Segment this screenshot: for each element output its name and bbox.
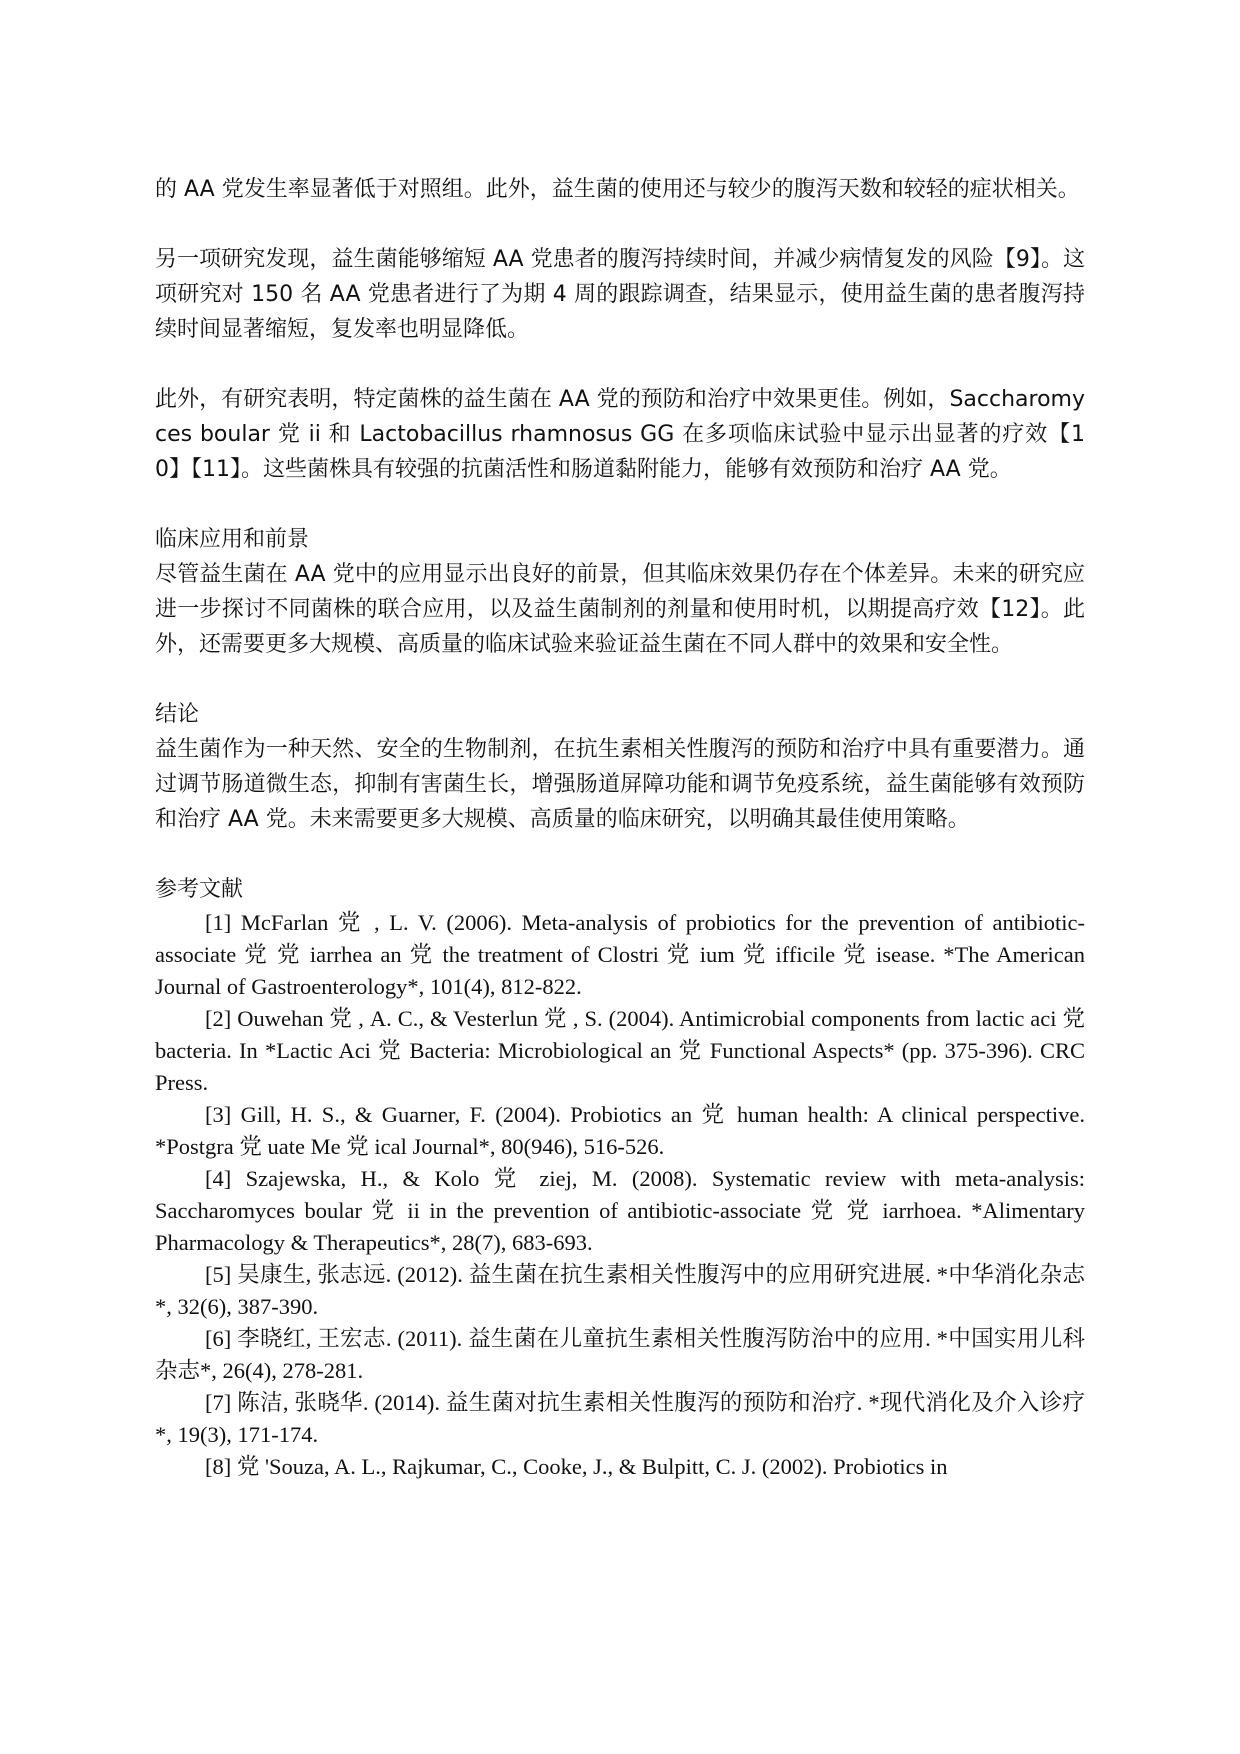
reference-item: [5] 吴康生, 张志远. (2012). 益生菌在抗生素相关性腹泻中的应用研究进展. *中华消化杂志*, 32(6), 387-390.: [155, 1262, 1085, 1319]
paragraph-gap: [155, 662, 1085, 697]
paragraph-gap: [155, 487, 1085, 522]
section-body-conclusion: 益生菌作为一种天然、安全的生物制剂，在抗生素相关性腹泻的预防和治疗中具有重要潜力。通过调节肠道微生态，抑制有害菌生长，增强肠道屏障功能和调节免疫系统，益生菌能够有效预防和治疗 AA 党。未来需要更多大规模、高质量的临床研究，以明确其最佳使用策略。: [155, 737, 1085, 832]
body-paragraph: 另一项研究发现，益生菌能够缩短 AA 党患者的腹泻持续时间，并减少病情复发的风险【9】。这项研究对 150 名 AA 党患者进行了为期 4 周的跟踪调查，结果显示，使用益生菌的患者腹泻持续时间显著缩短，复发率也明显降低。: [155, 247, 1085, 342]
paragraph-gap: [155, 207, 1085, 242]
body-paragraph: 此外，有研究表明，特定菌株的益生菌在 AA 党的预防和治疗中效果更佳。例如，Saccharomyces boular 党 ii 和 Lactobacillus rhamnosus GG 在多项临床试验中显示出显著的疗效【10】【11】。这些菌株具有较强的抗菌活性和肠道黏附能力，能够有效预防和治疗 AA 党。: [155, 387, 1085, 482]
reference-item: [7] 陈洁, 张晓华. (2014). 益生菌对抗生素相关性腹泻的预防和治疗. *现代消化及介入诊疗*, 19(3), 171-174.: [155, 1390, 1085, 1447]
document-content: [155, 172, 1085, 1483]
reference-item: [6] 李晓红, 王宏志. (2011). 益生菌在儿童抗生素相关性腹泻防治中的应用. *中国实用儿科杂志*, 26(4), 278-281.: [155, 1326, 1085, 1383]
reference-item: [1] McFarlan 党 , L. V. (2006). Meta-analysis of probiotics for the prevention of antibiotic-associate 党 党 iarrhea an 党 the treatment of Clostri 党 ium 党 ifficile 党 isease. *The American Journal of Gastroenterology*, 101(4), 812-822.: [155, 910, 1085, 999]
references-list: [155, 907, 1085, 1483]
reference-item: [8] 党 'Souza, A. L., Rajkumar, C., Cooke, J., & Bulpitt, C. J. (2002). Probiotics in: [205, 1454, 948, 1479]
section-body-clinical: 尽管益生菌在 AA 党中的应用显示出良好的前景，但其临床效果仍存在个体差异。未来的研究应进一步探讨不同菌株的联合应用，以及益生菌制剂的剂量和使用时机，以期提高疗效【12】。此外，还需要更多大规模、高质量的临床试验来验证益生菌在不同人群中的效果和安全性。: [155, 562, 1085, 657]
paragraph-gap: [155, 347, 1085, 382]
references-heading: 参考文献: [155, 877, 244, 902]
reference-item: [3] Gill, H. S., & Guarner, F. (2004). Probiotics an 党 human health: A clinical perspective. *Postgra 党 uate Me 党 ical Journal*, 80(946), 516-526.: [155, 1102, 1085, 1159]
body-paragraph: 的 AA 党发生率显著低于对照组。此外，益生菌的使用还与较少的腹泻天数和较轻的症状相关。: [155, 177, 1080, 202]
section-heading-clinical: 临床应用和前景: [155, 527, 310, 552]
section-heading-conclusion: 结论: [155, 702, 200, 727]
reference-item: [2] Ouwehan 党 , A. C., & Vesterlun 党 , S. (2004). Antimicrobial components from lactic aci 党 bacteria. In *Lactic Aci 党 Bacteria: Microbiological an 党 Functional Aspects* (pp. 375-396). CRC Press.: [155, 1006, 1085, 1095]
reference-item: [4] Szajewska, H., & Kolo 党 ziej, M. (2008). Systematic review with meta-analysis: Saccharomyces boular 党 ii in the prevention of antibiotic-associate 党 党 iarrhoea. *Alimentary Pharmacology & Therapeutics*, 28(7), 683-693.: [155, 1166, 1085, 1255]
paragraph-gap: [155, 837, 1085, 872]
